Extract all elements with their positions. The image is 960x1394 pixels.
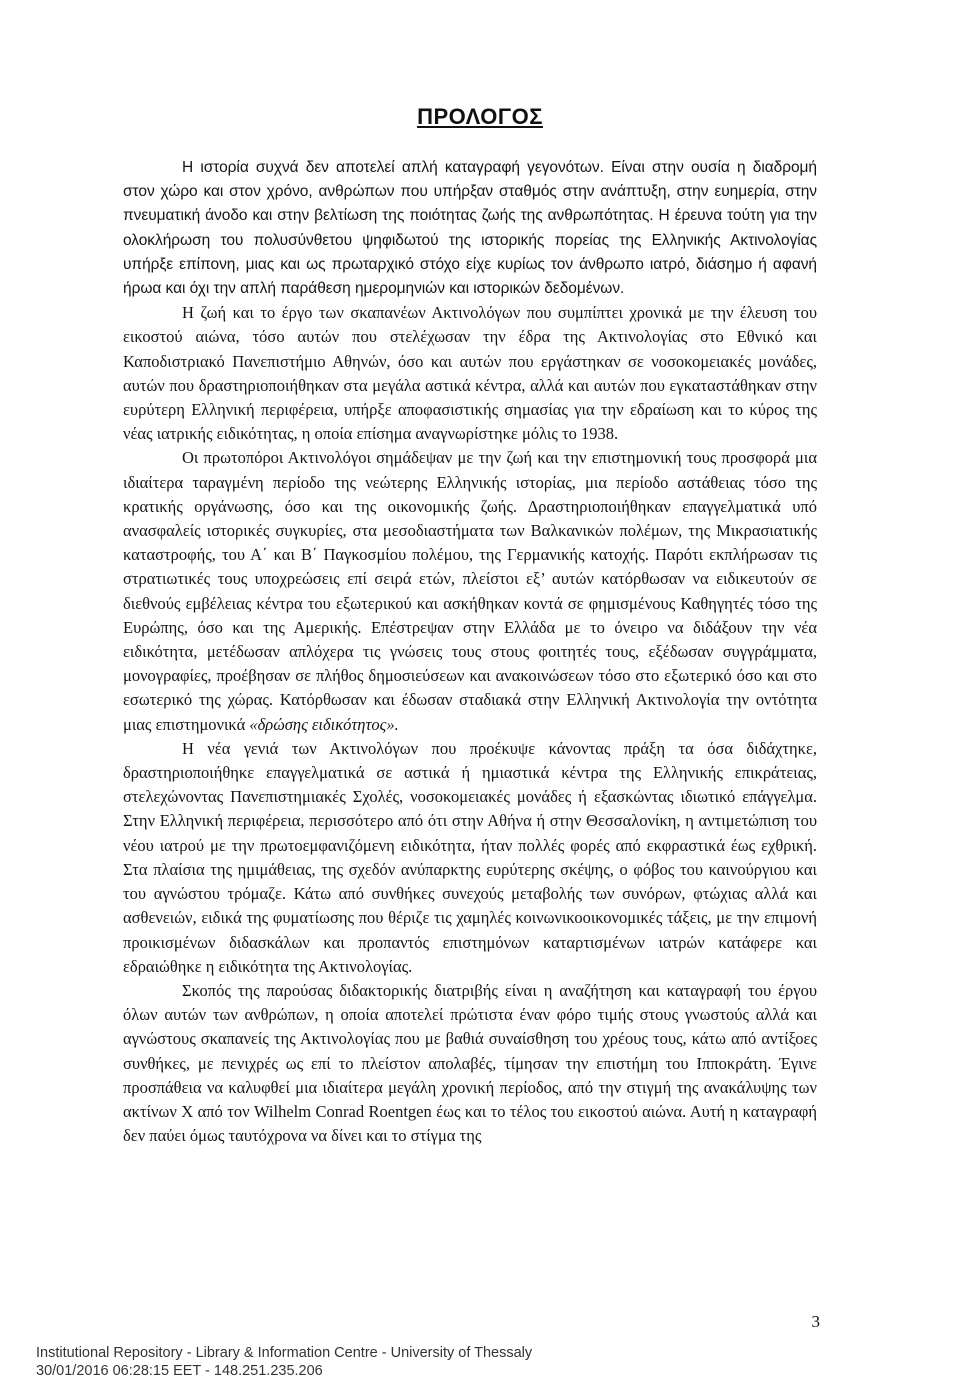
paragraph-3-italic-phrase: «δρώσης ειδικότητος». bbox=[249, 714, 399, 734]
footer-repository-line: Institutional Repository - Library & Information Centre - University of Thessaly bbox=[36, 1345, 533, 1361]
page-number: 3 bbox=[811, 1312, 820, 1331]
footer-timestamp-line: 30/01/2016 06:28:15 EET - 148.251.235.206 bbox=[36, 1363, 323, 1379]
paragraph-3 bbox=[123, 446, 817, 736]
paragraph-3-text: Οι πρωτοπόροι Ακτινολόγοι σημάδεψαν με την ζωή και την επιστημονική τους προσφορά μια ιδιαίτερα ταραγμένη περίοδο της νεώτερης Ελληνικής ιστορίας, μια περίοδο αστάθειας τόσο της κρατικής οργάνωσης, όσο και της οικονομικής ζωής. Δραστηριοποιήθηκαν επαγγελματικά υπό ανασφαλείς ιστορικές συγκυρίες, στα μεσοδιαστήματα των Βαλκανικών πολέμων, της Μικρασιατικής καταστροφής, του Α΄ και Β΄ Παγκοσμίου πολέμου, της Γερμανικής κατοχής. Παρότι εκπλήρωσαν τις στρατιωτικές τους υποχρεώσεις επί σειρά ετών, πλείστοι εξ’ αυτών κατόρθωσαν να ειδικευτούν σε διεθνούς εμβέλειας κέντρα του εξωτερικού και ασκήθηκαν κοντά σε φημισμένους Καθηγητές τόσο της Ευρώπης, όσο και της Αμερικής. Επέστρεψαν στην Ελλάδα με το όνειρο να διδάξουν την νέα ειδικότητα, μετέδωσαν απλόχερα τις γνώσεις τους στους φοιτητές τους, εξέδωσαν συγγράμματα, μονογραφίες, προέβησαν σε πλήθος δημοσιεύσεων και ανακοινώσεων τόσο στο εξωτερικό όσο και στο εσωτερικό της χώρας. Κατόρθωσαν και έδωσαν σταδιακά στην Ελληνική Ακτινολογία την οντότητα μιας επιστημονικά bbox=[123, 448, 817, 734]
paragraph-4: Η νέα γενιά των Ακτινολόγων που προέκυψε κάνοντας πράξη τα όσα διδάχτηκε, δραστηριοποιήθηκε επαγγελματικά σε αστικά ή ημιαστικά κέντρα της Ελληνικής επικράτειας, στελεχώνοντας Πανεπιστημιακές Σχολές, νοσοκομειακές μονάδες ή εξασκώντας ιδιωτικό επάγγελμα. Στην Ελληνική περιφέρεια, περισσότερο από ότι στην Αθήνα ή στην Θεσσαλονίκη, η αντιμετώπιση του νέου ιατρού με την πρωτοεμφανιζόμενη ειδικότητα, ήταν πολλές φορές από εκφραστικά έως εχθρική. Στα πλαίσια της ημιμάθειας, της σχεδόν ανύπαρκτης ευρύτερης σκέψης, ο φόβος του καινούργιου και του αγνώστου τρόμαζε. Κάτω από συνθήκες συνεχούς μεταβολής των συνόρων, φτώχιας αλλά και ασθενειών, ειδικά της φυματίωσης που θέριζε τις χαμηλές κοινωνικοοικονομικές τάξεις, με την επιμονή προικισμένων διδασκάλων και προπαντός επιστημόνων καταρτισμένων ιατρών κατάφερε και εδραιώθηκε η ειδικότητα της Ακτινολογίας. bbox=[123, 738, 817, 976]
paragraph-1: Η ιστορία συχνά δεν αποτελεί απλή καταγραφή γεγονότων. Είναι στην ουσία η διαδρομή στον χώρο και στον χρόνο, ανθρώπων που υπήρξαν σταθμός στην ανάπτυξη, στην ευημερία, στην πνευματική άνοδο και στην βελτίωση της ποιότητας ζωής της ανθρωπότητας. Η έρευνα τούτη για την ολοκλήρωση του πολυσύνθετου ψηφιδωτού της ιστορικής πορείας της Ελληνικής Ακτινολογίας υπήρξε επίπονη, μιας και ως πρωταρχικό στόχο είχε κυρίως τον άνθρωπο ιατρό, διάσημο ή αφανή ήρωα και όχι την απλή παράθεση ημερομηνιών και ιστορικών δεδομένων. bbox=[123, 159, 817, 298]
paragraph-5: Σκοπός της παρούσας διδακτορικής διατριβής είναι η αναζήτηση και καταγραφή του έργου όλων αυτών των ανθρώπων, η οποία αποτελεί πρώτιστα έναν φόρο τιμής στους γνωστούς αλλά και αγνώστους σκαπανείς της Ακτινολογίας που με βαθιά συναίσθηση του χρέους τους, κάτω από αντίξοες συνθήκες, με πενιχρές ως επί το πλείστον απολαβές, τίμησαν την επιστήμη του Ιπποκράτη. Έγινε προσπάθεια να καλυφθεί μια ιδιαίτερα μεγάλη χρονική περίοδος, από την στιγμή της ανακάλυψης των ακτίνων Χ από τον Wilhelm Conrad Roentgen έως και το τέλος του εικοστού αιώνα. Αυτή η καταγραφή δεν παύει όμως ταυτόχρονα να δίνει και το στίγμα της bbox=[123, 980, 817, 1146]
page-title: ΠΡΟΛΟΓΟΣ bbox=[417, 104, 543, 129]
repository-footer bbox=[36, 1344, 532, 1380]
paragraph-2: Η ζωή και το έργο των σκαπανέων Ακτινολόγων που συμπίπτει χρονικά με την έλευση του εικοστού αιώνα, τόσο αυτών που στελέχωσαν την έδρα της Ακτινολογίας στο Εθνικό και Καποδιστριακό Πανεπιστήμιο Αθηνών, όσο και αυτών που εργάστηκαν σε νοσοκομειακές μονάδες, αυτών που δραστηριοποιήθηκαν στα μεγάλα αστικά κέντρα, αλλά και αυτών που εγκαταστάθηκαν στην ευρύτερη Ελληνική περιφέρεια, υπήρξε αποφασιστικής σημασίας για την εδραίωση και το κύρος της νέας ιατρικής ειδικότητας, η οποία επίσημα αναγνωρίστηκε μόλις το 1938. bbox=[123, 303, 817, 444]
document-body bbox=[123, 156, 817, 1148]
